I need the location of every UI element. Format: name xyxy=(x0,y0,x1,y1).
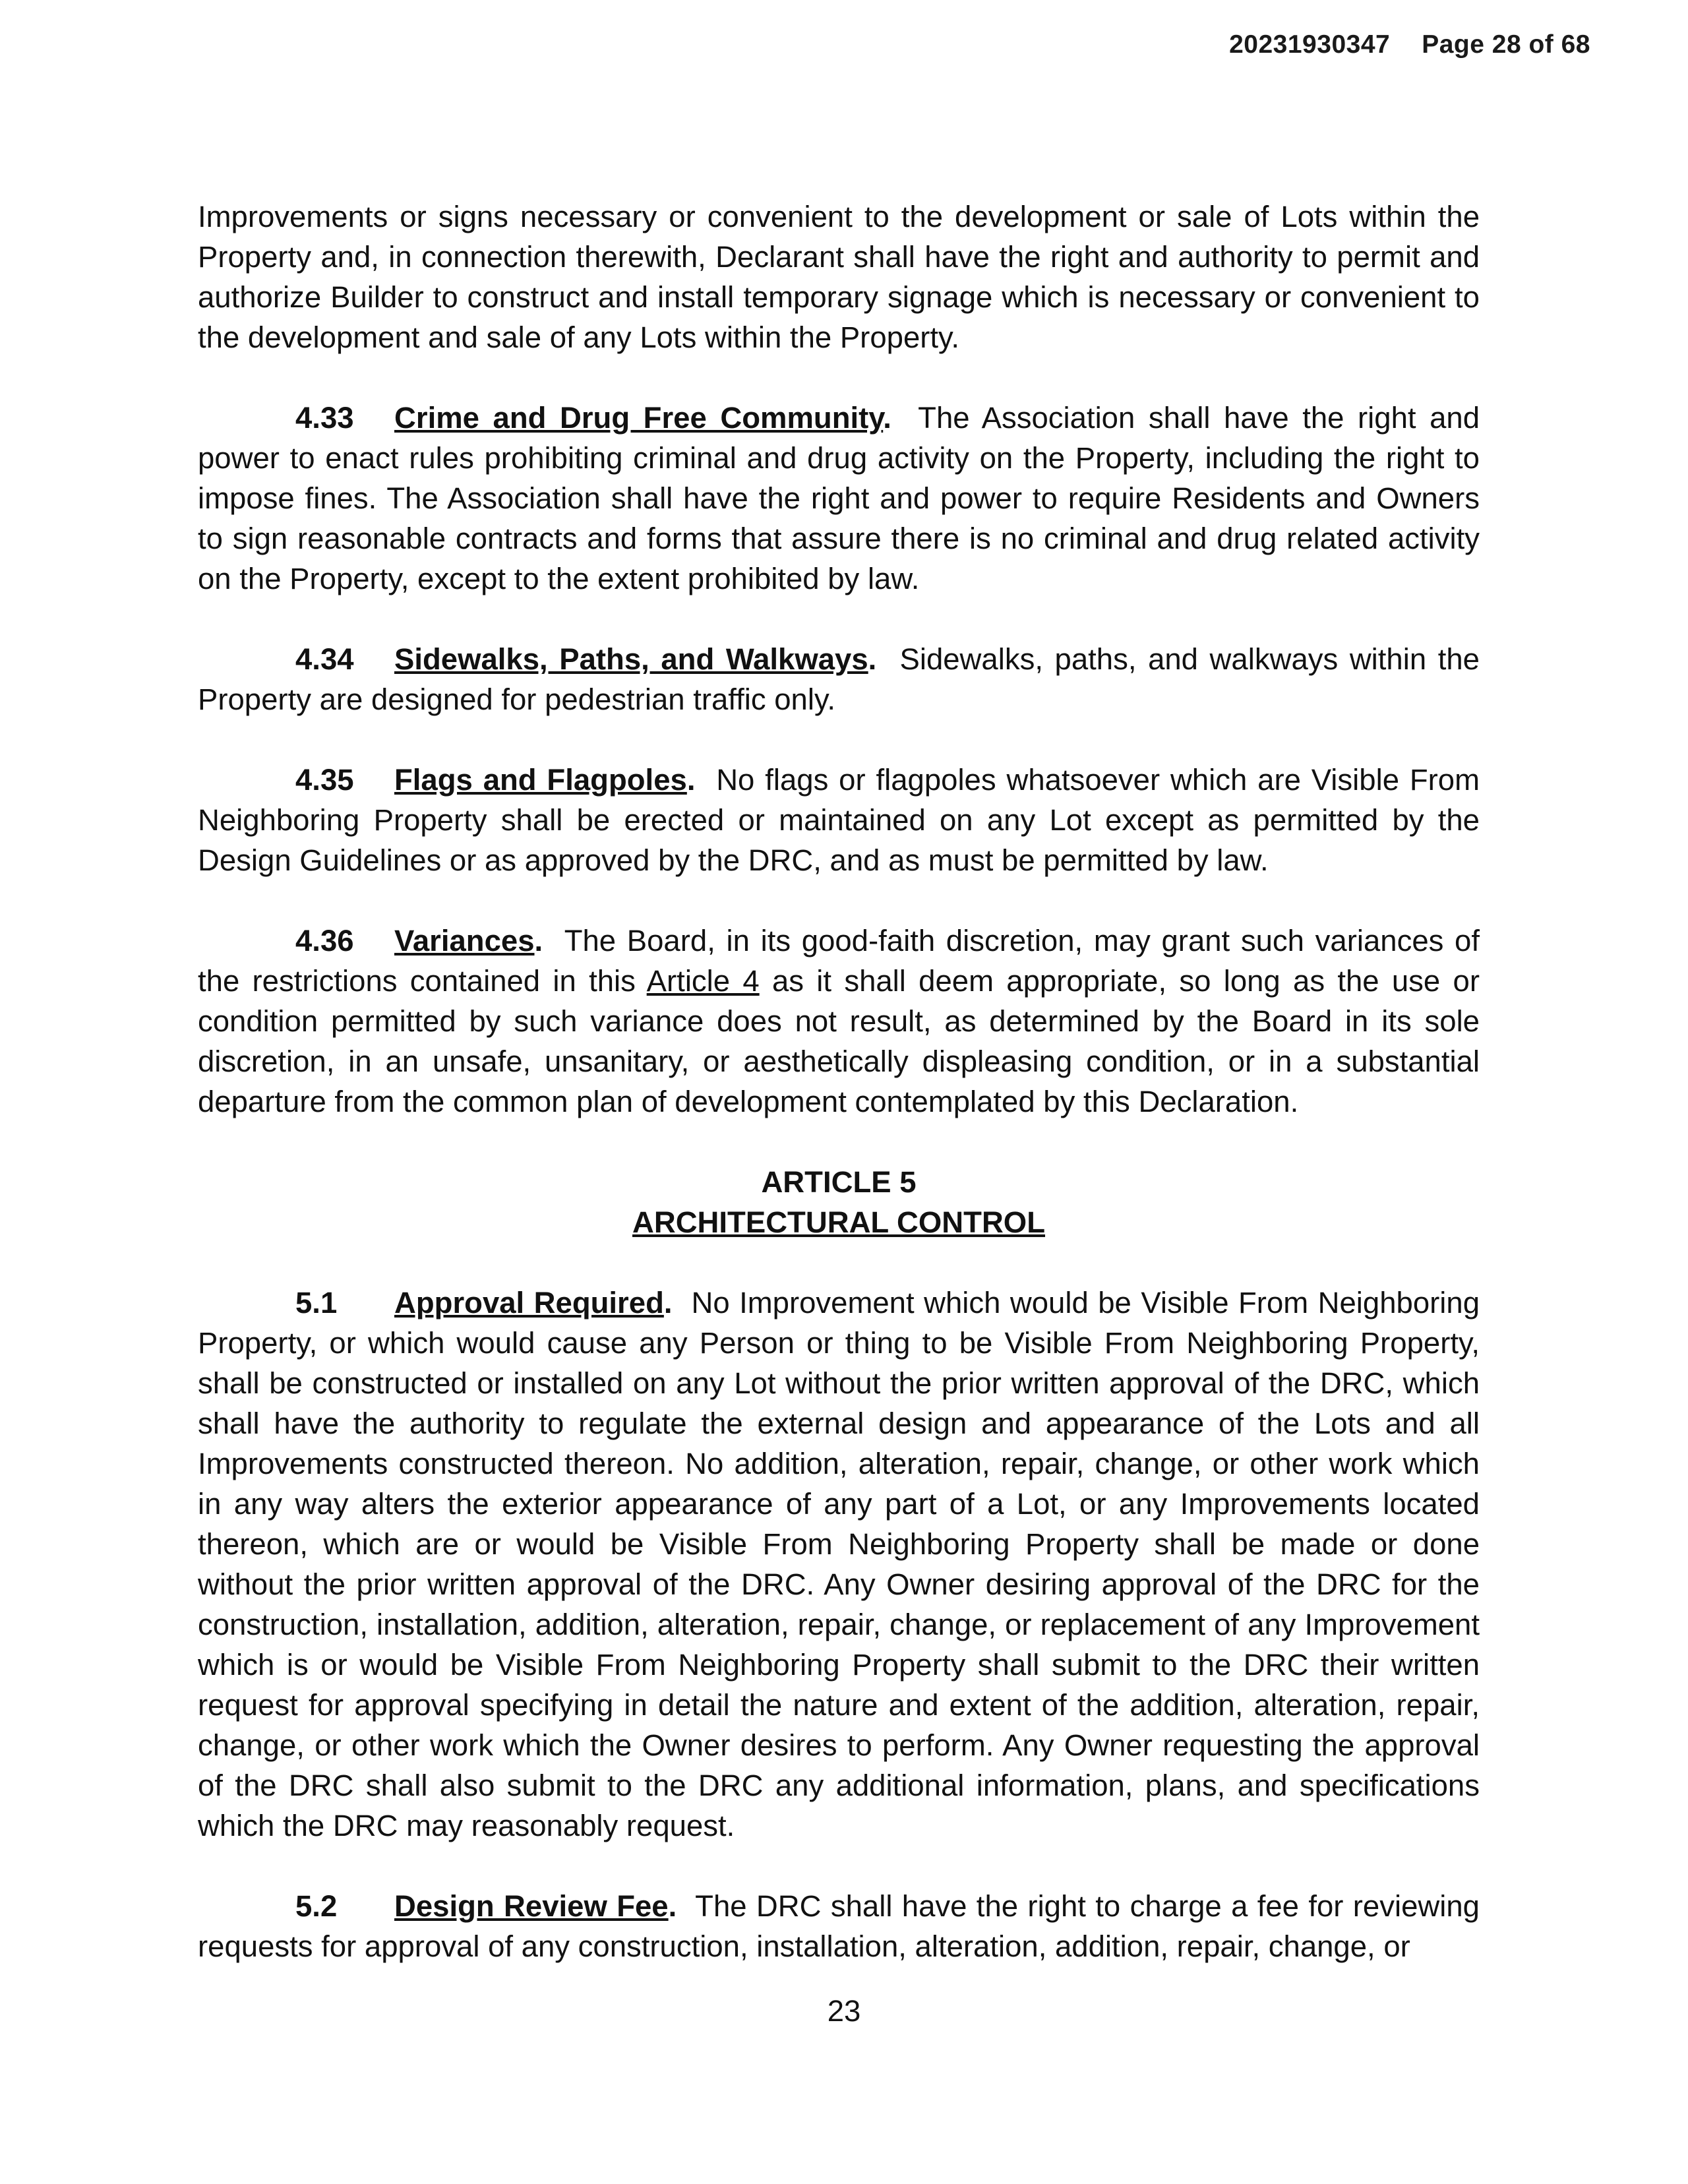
section-number: 4.34 xyxy=(295,642,354,676)
article-number: ARTICLE 5 xyxy=(761,1165,917,1199)
recording-number: 20231930347 xyxy=(1229,30,1391,59)
section-number: 4.35 xyxy=(295,763,354,797)
section-4-36: 4.36 Variances. The Board, in its good-faith discretion, may grant such variances of the restrictions contained in this Article 4 as it shall deem appropriate, so long as the use or condition permitted by such variance does not result, as determined by the Board in its sole discretion, in an unsafe, unsanitary, or aesthetically displeasing condition, or in a substantial departure from the common plan of development contemplated by this Declaration. xyxy=(198,921,1480,1122)
section-title: Approval Required xyxy=(394,1286,664,1320)
page-label: Page 28 of 68 xyxy=(1422,30,1590,59)
section-number: 5.1 xyxy=(295,1286,338,1320)
section-4-35: 4.35 Flags and Flagpoles. No flags or flagpoles whatsoever which are Visible From Neighboring Property shall be erected or maintained on any Lot except as permitted by the Design Guidelines or as approved by the DRC, and as must be permitted by law. xyxy=(198,760,1480,880)
section-title: Crime and Drug Free Community xyxy=(394,401,884,435)
section-text: The Association shall have the right and power to enact rules prohibiting criminal and drug activity on the Property, including the right to impose fines. The Association shall have the right and power to require Residents and Owners to sign reasonable contracts and forms that assure there is no criminal and drug related activity on the Property, except to the extent prohibited by law. xyxy=(198,401,1480,595)
section-text-before: The Board, in its good-faith discretion, may grant such variances of the restrictions contained in this xyxy=(198,924,1480,998)
section-title: Sidewalks, Paths, and Walkways xyxy=(394,642,868,676)
page-number: 23 xyxy=(827,1994,861,2028)
section-4-34: 4.34 Sidewalks, Paths, and Walkways. Sidewalks, paths, and walkways within the Property are designed for pedestrian traffic only. xyxy=(198,639,1480,719)
article-5-heading xyxy=(198,1162,1480,1242)
article-4-reference: Article 4 xyxy=(646,964,760,998)
article-title: ARCHITECTURAL CONTROL xyxy=(632,1205,1045,1239)
section-text: Sidewalks, paths, and walkways within the Property are designed for pedestrian traffic only. xyxy=(198,642,1480,716)
section-4-33: 4.33 Crime and Drug Free Community. The Association shall have the right and power to enact rules prohibiting criminal and drug activity on the Property, including the right to impose fines. The Association shall have the right and power to require Residents and Owners to sign reasonable contracts and forms that assure there is no criminal and drug related activity on the Property, except to the extent prohibited by law. xyxy=(198,398,1480,599)
section-title: Variances xyxy=(394,924,535,957)
section-text-after: as it shall deem appropriate, so long as the use or condition permitted by such variance does not result, as determined by the Board in its sole discretion, in an unsafe, unsanitary, or aesthetically displeasing condition, or in a substantial departure from the common plan of development contemplated by this Declaration. xyxy=(198,964,1480,1118)
section-text: No Improvement which would be Visible From Neighboring Property, or which would cause any Person or thing to be Visible From Neighboring Property, shall be constructed or installed on any Lot without the prior written approval of the DRC, which shall have the authority to regulate the external design and appearance of the Lots and all Improvements constructed thereon. No addition, alteration, repair, change, or other work which in any way alters the exterior appearance of any part of a Lot, or any Improvements located thereon, which are or would be Visible From Neighboring Property shall be made or done without the prior written approval of the DRC. Any Owner desiring approval of the DRC for the construction, installation, addition, alteration, repair, change, or replacement of any Improvement which is or would be Visible From Neighboring Property shall submit to the DRC their written request for approval specifying in detail the nature and extent of the addition, alteration, repair, change, or other work which the Owner desires to perform. Any Owner requesting the approval of the DRC shall also submit to the DRC any additional information, plans, and specifications which the DRC may reasonably request. xyxy=(198,1286,1480,1842)
section-text: No flags or flagpoles whatsoever which are Visible From Neighboring Property shall be erected or maintained on any Lot except as permitted by the Design Guidelines or as approved by the DRC, and as must be permitted by law. xyxy=(198,763,1480,877)
recording-header xyxy=(1229,30,1590,59)
continuation-paragraph: Improvements or signs necessary or convenient to the development or sale of Lots within the Property and, in connection therewith, Declarant shall have the right and authority to permit and authorize Builder to construct and install temporary signage which is necessary or convenient to the development and sale of any Lots within the Property. xyxy=(198,200,1480,354)
section-number: 4.36 xyxy=(295,924,354,957)
section-title: Flags and Flagpoles xyxy=(394,763,687,797)
section-number: 5.2 xyxy=(295,1889,338,1923)
section-5-2: 5.2 Design Review Fee. The DRC shall have the right to charge a fee for reviewing requests for approval of any construction, installation, alteration, addition, repair, change, or xyxy=(198,1886,1480,1966)
section-number: 4.33 xyxy=(295,401,354,435)
section-text: The DRC shall have the right to charge a fee for reviewing requests for approval of any construction, installation, alteration, addition, repair, change, or xyxy=(198,1889,1480,1963)
section-5-1: 5.1 Approval Required. No Improvement which would be Visible From Neighboring Property, or which would cause any Person or thing to be Visible From Neighboring Property, shall be constructed or installed on any Lot without the prior written approval of the DRC, which shall have the authority to regulate the external design and appearance of the Lots and all Improvements constructed thereon. No addition, alteration, repair, change, or other work which in any way alters the exterior appearance of any part of a Lot, or any Improvements located thereon, which are or would be Visible From Neighboring Property shall be made or done without the prior written approval of the DRC. Any Owner desiring approval of the DRC for the construction, installation, addition, alteration, repair, change, or replacement of any Improvement which is or would be Visible From Neighboring Property shall submit to the DRC their written request for approval specifying in detail the nature and extent of the addition, alteration, repair, change, or other work which the Owner desires to perform. Any Owner requesting the approval of the DRC shall also submit to the DRC any additional information, plans, and specifications which the DRC may reasonably request. xyxy=(198,1283,1480,1846)
section-title: Design Review Fee xyxy=(394,1889,669,1923)
document-body xyxy=(198,197,1480,2007)
